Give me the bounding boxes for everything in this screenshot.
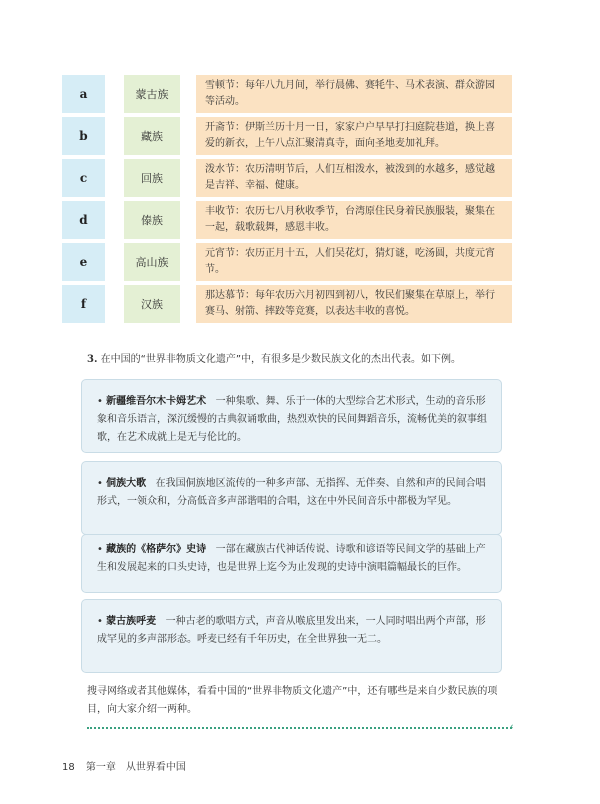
ethnic-group: 藏族: [124, 117, 180, 155]
ethnic-group: 汉族: [124, 285, 180, 323]
ethnic-group: 回族: [124, 159, 180, 197]
row-letter: c: [62, 159, 105, 197]
closing-prompt: 搜寻网络或者其他媒体，看看中国的“世界非物质文化遗产”中，还有哪些是来自少数民族的项目，向大家介绍一两种。: [87, 686, 498, 715]
ethnic-group: 高山族: [124, 243, 180, 281]
divider-end-icon: ‹: [510, 722, 514, 732]
heritage-body: 一部在藏族古代神话传说、诗歌和谚语等民间文学的基础上产生和发展起来的口头史诗，也是世界上迄今为止发现的史诗中演唱篇幅最长的巨作。: [97, 544, 486, 573]
row-letter: d: [62, 201, 105, 239]
bullet-icon: •: [97, 396, 103, 407]
heritage-body: 在我国侗族地区流传的一种多声部、无指挥、无伴奏、自然和声的民间合唱形式，一领众和，分高低音多声部谐唱的合唱，这在中外民间音乐中都极为罕见。: [97, 478, 486, 507]
bullet-icon: •: [97, 478, 103, 489]
question-text: 在中国的“世界非物质文化遗产”中，有很多是少数民族文化的杰出代表。如下例。: [100, 354, 462, 365]
question-number: 3.: [87, 354, 98, 365]
festival-description: 丰收节：农历七八月秋收季节，台湾原住民身着民族服装，聚集在一起，载歌载舞，感恩丰收。: [196, 201, 512, 239]
heritage-title: 侗族大歌: [106, 478, 147, 489]
page-number: 18: [62, 762, 75, 773]
festival-description: 开斋节：伊斯兰历十月一日，家家户户早早打扫庭院巷道，换上喜爱的新衣，上午八点汇聚清真寺，面向圣地麦加礼拜。: [196, 117, 512, 155]
row-letter: b: [62, 117, 105, 155]
page-footer: [62, 758, 186, 773]
festival-description: 雪顿节：每年八九月间，举行晨佛、赛牦牛、马术表演、群众游园等活动。: [196, 75, 512, 113]
row-letter: e: [62, 243, 105, 281]
heritage-title: 新疆维吾尔木卡姆艺术: [106, 396, 207, 407]
bullet-icon: •: [97, 544, 103, 555]
question-3: [87, 352, 527, 368]
ethnic-group: 蒙古族: [124, 75, 180, 113]
heritage-body: 一种古老的歌唱方式，声音从喉底里发出来，一人同时唱出两个声部，形成罕见的多声部形态。呼麦已经有千年历史，在全世界独一无二。: [97, 616, 486, 645]
heritage-box: [82, 600, 501, 672]
festival-description: 那达慕节：每年农历六月初四到初八，牧民们聚集在草原上，举行赛马、射箭、摔跤等竞赛，以表达丰收的喜悦。: [196, 285, 512, 323]
heritage-title: 藏族的《格萨尔》史诗: [106, 544, 207, 555]
dotted-divider: [87, 727, 512, 729]
heritage-box: [82, 380, 501, 452]
row-letter: f: [62, 285, 105, 323]
heritage-box: [82, 535, 501, 592]
row-letter: a: [62, 75, 105, 113]
heritage-title: 蒙古族呼麦: [106, 616, 157, 627]
heritage-body: 一种集歌、舞、乐于一体的大型综合艺术形式，生动的音乐形象和音乐语言，深沉缓慢的古典叙诵歌曲，热烈欢快的民间舞蹈音乐，流畅优美的叙事组歌，在艺术成就上是无与伦比的。: [97, 396, 487, 443]
bullet-icon: •: [97, 616, 103, 627]
ethnic-group: 傣族: [124, 201, 180, 239]
heritage-box: [82, 462, 501, 534]
festival-description: 泼水节：农历清明节后，人们互相泼水，被泼到的水越多，感觉越是吉祥、幸福、健康。: [196, 159, 512, 197]
chapter-title: 第一章 从世界看中国: [85, 762, 186, 773]
festival-description: 元宵节：农历正月十五，人们吴花灯，猜灯谜，吃汤圆，共度元宵节。: [196, 243, 512, 281]
